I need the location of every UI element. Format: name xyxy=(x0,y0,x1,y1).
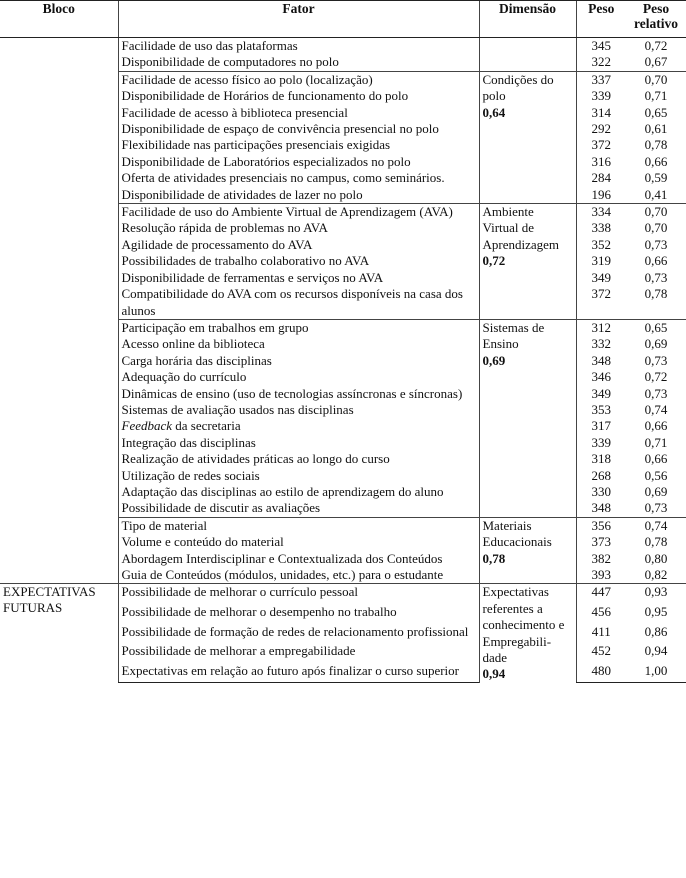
fator-cell: Agilidade de processamento do AVA xyxy=(118,237,479,253)
header-fator: Fator xyxy=(118,1,479,38)
fator-cell: Feedback da secretaria xyxy=(118,418,479,434)
fator-cell: Resolução rápida de problemas no AVA xyxy=(118,220,479,236)
dimensao-label: Materiais Educacionais xyxy=(482,517,552,550)
peso-relativo-cell: 0,74 xyxy=(626,517,686,534)
fator-cell: Carga horária das disciplinas xyxy=(118,353,479,369)
peso-relativo-cell: 0,61 xyxy=(644,121,668,137)
fator-cell: Possibilidade de melhorar a empregabilidade xyxy=(118,643,479,663)
peso-cell: 346 xyxy=(576,369,626,385)
fator-cell: Disponibilidade de espaço de convivência presencial no polo xyxy=(118,121,479,137)
dimensao-value: 0,78 xyxy=(482,550,506,566)
bloco-cell xyxy=(0,38,118,584)
dimensao-value: 0,64 xyxy=(482,104,506,120)
peso-relativo-cell: 0,78 xyxy=(644,534,668,550)
peso-relativo-cell: 0,78 xyxy=(644,137,668,153)
peso-cell: 316 xyxy=(576,154,626,170)
fator-cell: Disponibilidade de ferramentas e serviços no AVA xyxy=(118,270,479,286)
fator-cell: Possibilidades de trabalho colaborativo no AVA xyxy=(118,253,479,269)
fator-cell: Possibilidade de melhorar o currículo pessoal xyxy=(118,584,479,604)
peso-cell: 314 xyxy=(576,105,626,121)
peso-cell: 372 xyxy=(576,286,626,319)
peso-relativo-cell: 0,73 xyxy=(644,236,668,252)
peso-relativo-cell: 0,80 xyxy=(644,550,668,566)
peso-relativo-cell: 0,66 xyxy=(644,451,668,467)
dimensao-label: Ambiente Virtual de Aprendizagem xyxy=(482,204,560,252)
peso-relativo-cell: 0,78 xyxy=(644,286,668,302)
peso-cell: 196 xyxy=(576,187,626,204)
dimensao-label: Condições do polo xyxy=(482,71,554,104)
fator-cell: Adaptação das disciplinas ao estilo de aprendizagem do aluno xyxy=(118,484,479,500)
peso-cell: 393 xyxy=(576,567,626,584)
peso-cell: 456 xyxy=(576,604,626,624)
peso-relativo-cell: 0,94 xyxy=(644,643,668,659)
fator-cell: Disponibilidade de Laboratórios especializados no polo xyxy=(118,154,479,170)
peso-relativo-cell: 0,73 xyxy=(644,500,668,516)
fator-cell: Compatibilidade do AVA com os recursos disponíveis na casa dos alunos xyxy=(118,286,479,319)
fator-cell: Abordagem Interdisciplinar e Contextualizada dos Conteúdos xyxy=(118,551,479,567)
peso-cell: 447 xyxy=(576,584,626,604)
peso-cell: 334 xyxy=(576,204,626,221)
peso-cell: 339 xyxy=(576,88,626,104)
peso-relativo-cell: 0,67 xyxy=(644,54,668,70)
fator-cell: Realização de atividades práticas ao longo do curso xyxy=(118,451,479,467)
peso-cell: 292 xyxy=(576,121,626,137)
peso-cell: 356 xyxy=(576,517,626,534)
peso-relativo-cell: 0,69 xyxy=(644,483,668,499)
table-row xyxy=(0,38,686,55)
peso-relativo-cell: 0,72 xyxy=(644,38,668,53)
fator-cell: Acesso online da biblioteca xyxy=(118,336,479,352)
fator-cell: Facilidade de acesso à biblioteca presencial xyxy=(118,105,479,121)
peso-cell: 349 xyxy=(576,270,626,286)
peso-cell: 338 xyxy=(576,220,626,236)
dimensao-cell xyxy=(479,38,576,72)
dimensao-label: Expectativas referentes a conhecimento e Empregabili-dade xyxy=(482,584,565,666)
fator-italic-term: Feedback xyxy=(121,418,173,434)
peso-relativo-cell: 0,74 xyxy=(644,401,668,417)
dimensao-cell xyxy=(479,584,576,683)
fator-cell: Volume e conteúdo do material xyxy=(118,534,479,550)
fator-cell: Facilidade de acesso físico ao polo (localização) xyxy=(118,71,479,88)
peso-relativo-cell: 0,86 xyxy=(644,623,668,639)
peso-relativo-cell: 0,73 xyxy=(644,385,668,401)
dimensao-value: 0,69 xyxy=(482,352,506,368)
peso-cell: 339 xyxy=(576,435,626,451)
peso-relativo-cell: 0,41 xyxy=(644,186,668,202)
dimensao-value: 0,94 xyxy=(482,666,506,682)
peso-cell: 345 xyxy=(576,38,626,55)
fator-cell: Tipo de material xyxy=(118,517,479,534)
dimensao-value: 0,72 xyxy=(482,253,506,269)
peso-relativo-cell: 0,70 xyxy=(626,204,686,221)
header-dimensao: Dimensão xyxy=(479,1,576,38)
peso-cell: 349 xyxy=(576,386,626,402)
fator-cell: Disponibilidade de Horários de funcionamento do polo xyxy=(118,88,479,104)
peso-cell: 372 xyxy=(576,137,626,153)
peso-relativo-cell: 0,66 xyxy=(644,418,668,434)
peso-cell: 452 xyxy=(576,643,626,663)
peso-cell: 382 xyxy=(576,551,626,567)
fator-cell: Guia de Conteúdos (módulos, unidades, etc.) para o estudante xyxy=(118,567,479,584)
header-row xyxy=(0,1,686,38)
fator-cell: Possibilidade de melhorar o desempenho no trabalho xyxy=(118,604,479,624)
peso-relativo-cell: 0,72 xyxy=(644,369,668,385)
fator-cell: Disponibilidade de atividades de lazer no polo xyxy=(118,187,479,204)
dimensao-cell xyxy=(479,517,576,584)
fator-cell: Participação em trabalhos em grupo xyxy=(118,319,479,336)
dimensao-cell xyxy=(479,204,576,320)
peso-cell: 318 xyxy=(576,451,626,467)
peso-relativo-cell: 0,65 xyxy=(644,104,668,120)
peso-relativo-cell: 0,71 xyxy=(644,434,668,450)
fator-cell: Possibilidade de discutir as avaliações xyxy=(118,500,479,517)
header-peso: Peso xyxy=(576,1,626,38)
dimensao-label: Sistemas de Ensino xyxy=(482,319,545,352)
peso-relativo-cell: 0,73 xyxy=(644,352,668,368)
peso-cell: 330 xyxy=(576,484,626,500)
fator-cell: Adequação do currículo xyxy=(118,369,479,385)
peso-relativo-cell: 0,71 xyxy=(644,88,668,104)
peso-relativo-cell: 0,65 xyxy=(626,319,686,336)
peso-cell: 373 xyxy=(576,534,626,550)
peso-relativo-cell: 0,66 xyxy=(644,153,668,169)
peso-relativo-cell: 0,59 xyxy=(644,170,668,186)
peso-relativo-cell: 0,66 xyxy=(644,253,668,269)
peso-relativo-cell: 0,82 xyxy=(644,567,668,582)
peso-relativo-cell: 0,56 xyxy=(644,467,668,483)
fator-cell: Dinâmicas de ensino (uso de tecnologias assíncronas e síncronas) xyxy=(118,386,479,402)
dimensao-cell xyxy=(479,71,576,203)
peso-relativo-cell: 0,69 xyxy=(644,336,668,352)
peso-cell: 480 xyxy=(576,663,626,683)
fator-cell: Oferta de atividades presenciais no campus, como seminários. xyxy=(118,170,479,186)
bloco-cell: EXPECTATIVAS FUTURAS xyxy=(0,584,118,683)
peso-cell: 319 xyxy=(576,253,626,269)
header-peso-relativo: Peso relativo xyxy=(626,1,686,38)
peso-cell: 352 xyxy=(576,237,626,253)
fator-cell: Expectativas em relação ao futuro após finalizar o curso superior xyxy=(118,663,479,683)
fator-cell: Sistemas de avaliação usados nas disciplinas xyxy=(118,402,479,418)
fator-cell: Flexibilidade nas participações presenciais exigidas xyxy=(118,137,479,153)
peso-relativo-cell: 0,70 xyxy=(626,71,686,88)
peso-relativo-cell: 0,70 xyxy=(644,220,668,236)
peso-cell: 348 xyxy=(576,500,626,517)
fator-cell: Disponibilidade de computadores no polo xyxy=(118,54,479,71)
peso-cell: 337 xyxy=(576,71,626,88)
peso-relativo-cell: 0,95 xyxy=(644,604,668,620)
peso-relativo-cell: 0,93 xyxy=(626,584,686,604)
fator-cell: Integração das disciplinas xyxy=(118,435,479,451)
peso-cell: 317 xyxy=(576,418,626,434)
peso-cell: 353 xyxy=(576,402,626,418)
peso-relativo-cell: 1,00 xyxy=(626,663,686,683)
peso-cell: 411 xyxy=(576,624,626,644)
fator-cell: Facilidade de uso das plataformas xyxy=(118,38,479,55)
header-bloco: Bloco xyxy=(0,1,118,38)
fator-cell: Utilização de redes sociais xyxy=(118,468,479,484)
peso-relativo-cell: 0,73 xyxy=(644,269,668,285)
table-body xyxy=(0,38,686,683)
peso-cell: 284 xyxy=(576,170,626,186)
peso-cell: 348 xyxy=(576,353,626,369)
fator-cell: Possibilidade de formação de redes de relacionamento profissional xyxy=(118,624,479,644)
peso-cell: 322 xyxy=(576,54,626,71)
fator-cell: Facilidade de uso do Ambiente Virtual de Aprendizagem (AVA) xyxy=(118,204,479,221)
peso-cell: 268 xyxy=(576,468,626,484)
table-row xyxy=(0,584,686,604)
peso-cell: 332 xyxy=(576,336,626,352)
peso-cell: 312 xyxy=(576,319,626,336)
dimensao-cell xyxy=(479,319,576,517)
